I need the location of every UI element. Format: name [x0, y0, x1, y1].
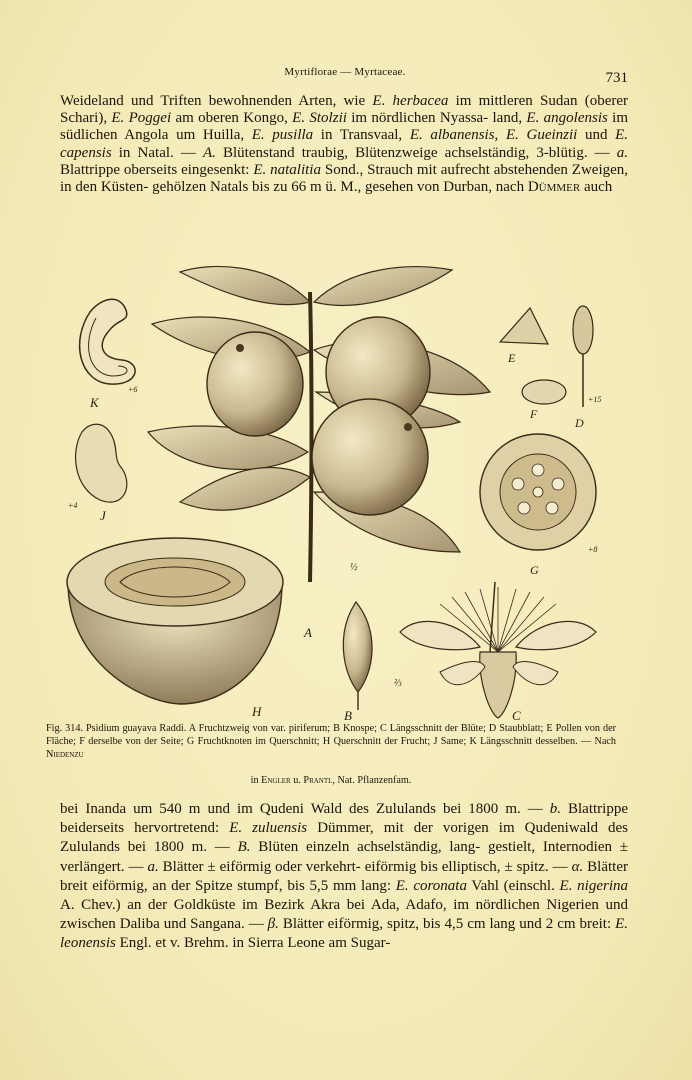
figure-label-E: E [508, 351, 516, 365]
figure-caption-credit: in Engler u. Prantl, Nat. Pflanzenfam. [250, 775, 412, 786]
text-block-bottom: bei Inanda um 540 m und im Qudeni Wald des Zululands bei 1800 m. — b. Blattrippe beiderseits hervortretend: E. zuluensis Dümmer, mit der vorigen im Qudeniwald des Zululands bei 1800 m. — B. Blüten einzeln achselständig, lang- gestielt, Internodien ± verlängert. — a. Blätter ± eiförmig oder verkehrt- eiförmig bis elliptisch, ± spitz. — α. Blätter breit eiförmig, an der Spitze stumpf, bis 5,5 mm lang: E. coronata Vahl (einschl. E. nigerina A. Chev.) an der Goldküste im Bezirk Akra bei Ada, Adafo, im nördlichen Nigerien und zwischen Daliba und Sangana. — β. Blätter eiförmig, spitz, bis 4,5 cm lang und 2 cm breit: E. leonensis Engl. et v. Brehm. in Sierra Leone am Sugar- [60, 801, 629, 952]
page-number: 731 [605, 70, 628, 86]
figure-scale-K: +6 [128, 385, 138, 394]
figure-K-seed-section [80, 299, 136, 384]
figure-label-K: K [90, 395, 99, 410]
figure-label-J: J [100, 508, 106, 523]
figure-label-H: H [252, 704, 262, 719]
figure-G-ovary-section [480, 434, 596, 550]
figure-caption: Fig. 314. Psidium guayava Raddi. A Fruchtzweig von var. piriferum; B Knospe; C Längsschnitt der Blüte; D Staubblatt; E Pollen von der Fläche; F derselbe von der Seite; G Fruchtknoten im Querschnitt; H Querschnitt der Frucht; J Same; K Längsschnitt desselben. — Nach Niedenzu [46, 723, 616, 760]
figure-scale-J: +4 [68, 501, 78, 510]
figure-scale-D: +15 [588, 395, 602, 404]
figure-label-G: G [530, 563, 539, 577]
figure-label-C: C [512, 708, 521, 722]
figure-F-pollen-side [522, 380, 566, 404]
figure-scale-B: ⅔ [394, 678, 402, 689]
figure-label-F: F [530, 407, 538, 421]
figure-B-bud [343, 602, 372, 710]
figure-scale-G: +8 [588, 545, 598, 554]
figure-E-pollen-face [500, 308, 548, 344]
figure-label-D: D [575, 416, 584, 430]
figure-A-fruiting-branch [148, 266, 490, 582]
figure-label-B: B [344, 708, 352, 722]
figure-C-flower-section [400, 582, 596, 718]
botanical-figure-psidium [60, 252, 632, 722]
figure-J-seed [76, 424, 127, 502]
figure-label-A: A [304, 625, 312, 640]
figure-D-stamen [573, 306, 593, 407]
running-head: Myrtiflorae — Myrtaceae. [284, 66, 406, 78]
figure-scale-A: ½ [350, 562, 358, 573]
text-block-top: Weideland und Triften bewohnenden Arten, wie E. herbacea im mittleren Sudan (oberer Schari), E. Poggei am oberen Kongo, E. Stolzii im nördlichen Nyassa- land, E. angolensis im südlichen Angola um Huilla, E. pusilla in Transvaal, E. albanensis, E. Gueinzii und E. capensis in Natal. — A. Blütenstand traubig, Blütenzweige achselständig, 3-blütig. — a. Blattrippe oberseits eingesenkt: E. natalitia Sond., Strauch mit aufrecht abstehenden Zweigen, in den Küsten- gehölzen Natals bis zu 66 m ü. M., gesehen von Durban, nach Dümmer auch [60, 93, 629, 196]
figure-H-fruit-section [67, 538, 283, 704]
